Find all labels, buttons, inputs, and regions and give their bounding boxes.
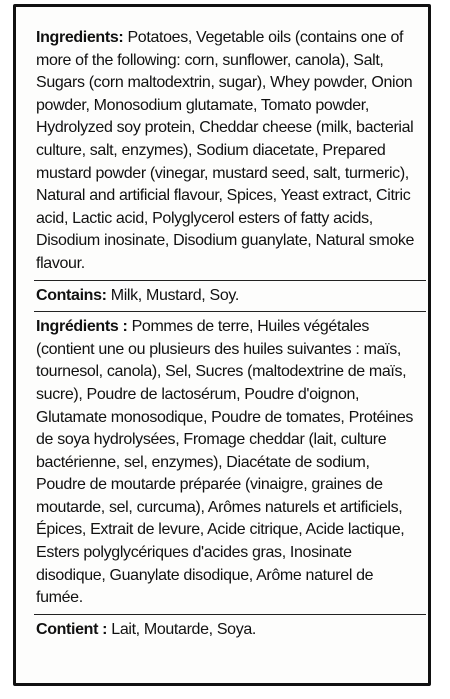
section-divider — [34, 280, 426, 281]
french-ingredients-heading: Ingrédients : — [36, 318, 128, 336]
english-contains-paragraph — [36, 285, 418, 308]
french-ingredients-text: Pommes de terre, Huiles végétales (contient une ou plusieurs des huiles suivantes : maïs, tournesol, canola), Sel, Sucres (maltodextrine de maïs, sucre), Poudre de lactosérum, Poudre d'oignon, Glutamate monosodique, Poudre de tomates, Protéines de soya hydrolysées, Fromage cheddar (lait, culture bactérienne, sel, enzymes), Diacétate de sodium, Poudre de moutarde préparée (vinaigre, graines de moutarde, sel, curcuma), Arômes naturels et artificiels, Épices, Extrait de levure, Acide citrique, Acide lactique, Esters polyglycériques d'acides gras, Inosinate disodique, Guanylate disodique, Arôme naturel de fumée. — [36, 318, 414, 607]
french-ingredients-paragraph — [36, 316, 418, 610]
ingredient-label-panel — [13, 4, 431, 686]
english-contains-text: Milk, Mustard, Soy. — [110, 286, 239, 304]
french-contains-heading: Contient : — [36, 620, 108, 638]
french-contains-text: Lait, Moutarde, Soya. — [111, 620, 257, 638]
section-divider — [34, 311, 426, 312]
english-ingredients-text: Potatoes, Vegetable oils (contains one of more of the following: corn, sunflower, canola), Salt, Sugars (corn maltodextrin, sugar), Whey powder, Onion powder, Monosodium glutamate, Tomato powder, Hydrolyzed soy protein, Cheddar cheese (milk, bacterial culture, salt, enzymes), Sodium diacetate, Prepared mustard powder (vinegar, mustard seed, salt, turmeric), Natural and artificial flavour, Spices, Yeast extract, Citric acid, Lactic acid, Polyglycerol esters of fatty acids, Disodium inosinate, Disodium guanylate, Natural smoke flavour. — [36, 29, 415, 272]
english-contains-heading: Contains: — [36, 286, 107, 304]
english-ingredients-heading: Ingredients: — [36, 29, 124, 46]
french-contains-paragraph — [36, 619, 418, 642]
english-ingredients-paragraph — [36, 27, 418, 276]
section-divider — [34, 614, 426, 615]
